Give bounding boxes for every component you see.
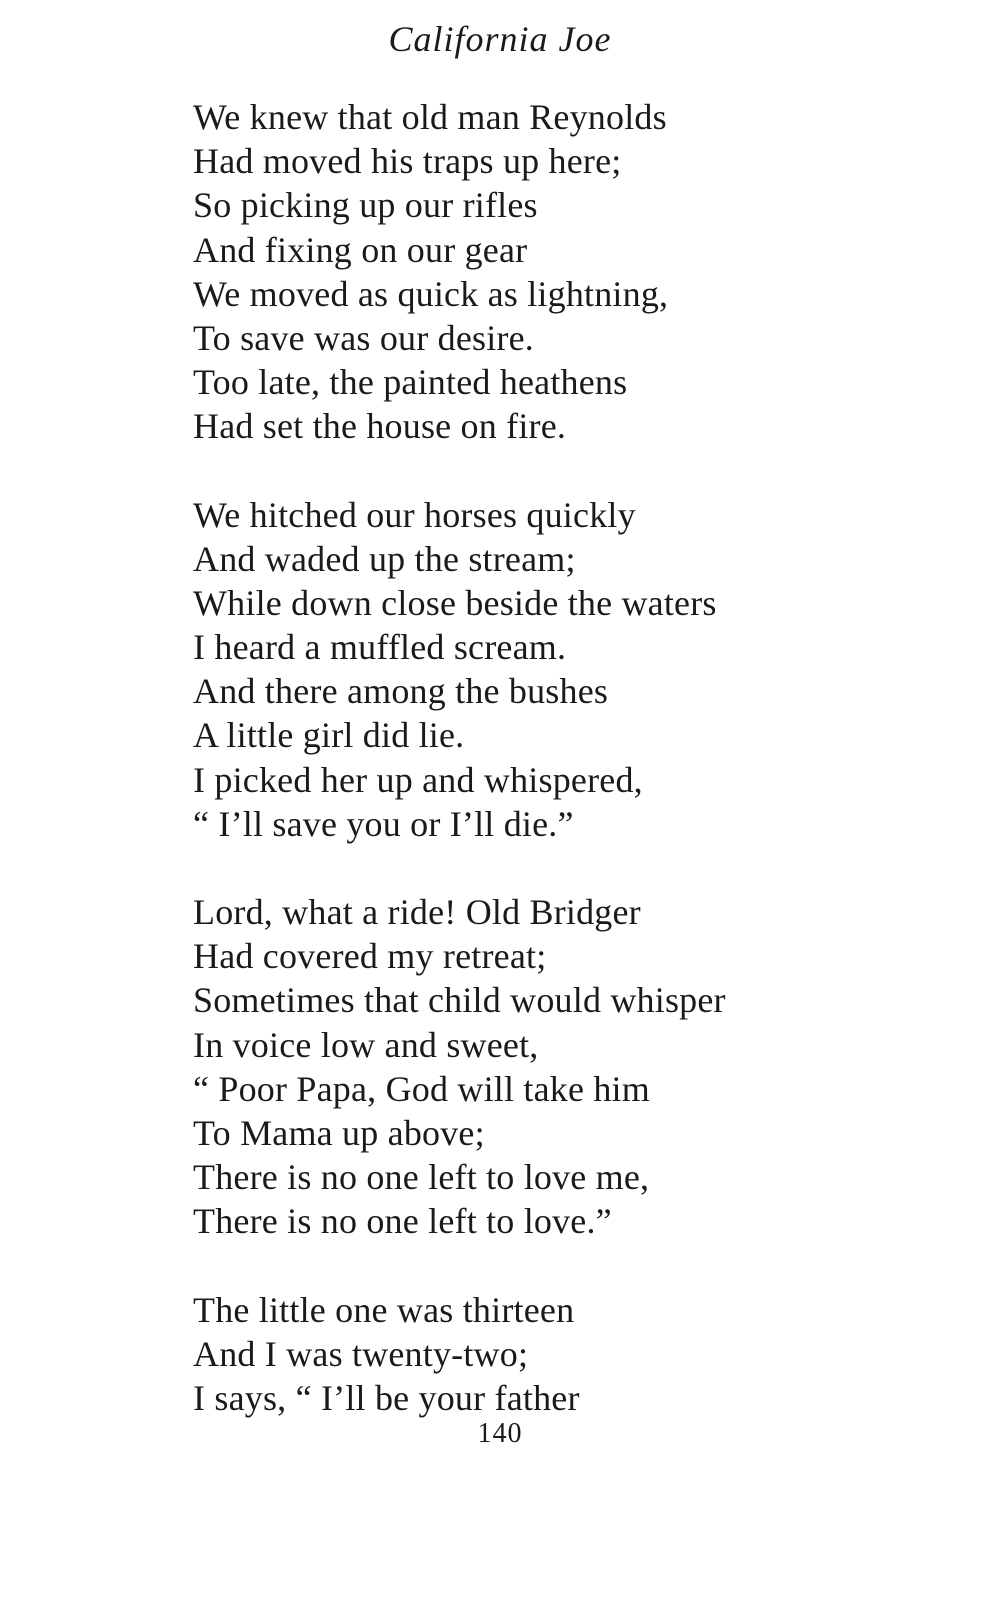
poem-line: A little girl did lie. (193, 715, 465, 756)
running-head: California Joe (388, 19, 612, 59)
stanza-1 (193, 95, 973, 449)
poem-line: We hitched our horses quickly (193, 494, 636, 535)
poem-line: I picked her up and whispered, (193, 759, 643, 800)
poem-line: The little one was thirteen (193, 1289, 575, 1330)
poem-line: To Mama up above; (193, 1112, 485, 1153)
stanza-2 (193, 493, 973, 847)
stanza-4 (193, 1288, 973, 1421)
stanza-3 (193, 890, 973, 1244)
poem-line: And waded up the stream; (193, 538, 576, 579)
poem-line: So picking up our rifles (193, 185, 538, 226)
poem-line: “ I’ll save you or I’ll die.” (193, 803, 574, 844)
poem-line: Lord, what a ride! Old Bridger (193, 892, 641, 932)
poem-line: We knew that old man Reynolds (193, 97, 667, 137)
poem-line: There is no one left to love me, (193, 1157, 650, 1198)
poem-line: To save was our desire. (193, 317, 534, 358)
poem-line: Had moved his traps up here; (193, 141, 622, 182)
poem-line: And there among the bushes (193, 671, 609, 712)
poem-line: In voice low and sweet, (193, 1024, 539, 1065)
poem-line: While down close beside the waters (193, 582, 717, 623)
poem-line: “ Poor Papa, God will take him (193, 1068, 650, 1109)
poem-line: Too late, the painted heathens (193, 362, 628, 403)
poem-line: Sometimes that child would whisper (193, 980, 726, 1021)
poem-line: Had set the house on fire. (193, 406, 567, 447)
poem-line: We moved as quick as lightning, (193, 273, 669, 314)
poem-line: I says, “ I’ll be your father (193, 1377, 580, 1418)
poem-line: I heard a muffled scream. (193, 627, 567, 668)
poem-line: And fixing on our gear (193, 229, 528, 270)
poem-line: There is no one left to love.” (193, 1201, 612, 1242)
poem-line: Had covered my retreat; (193, 936, 547, 977)
poem-body (193, 95, 973, 1464)
page-number: 140 (477, 1418, 523, 1449)
poem-line: And I was twenty-two; (193, 1333, 529, 1374)
